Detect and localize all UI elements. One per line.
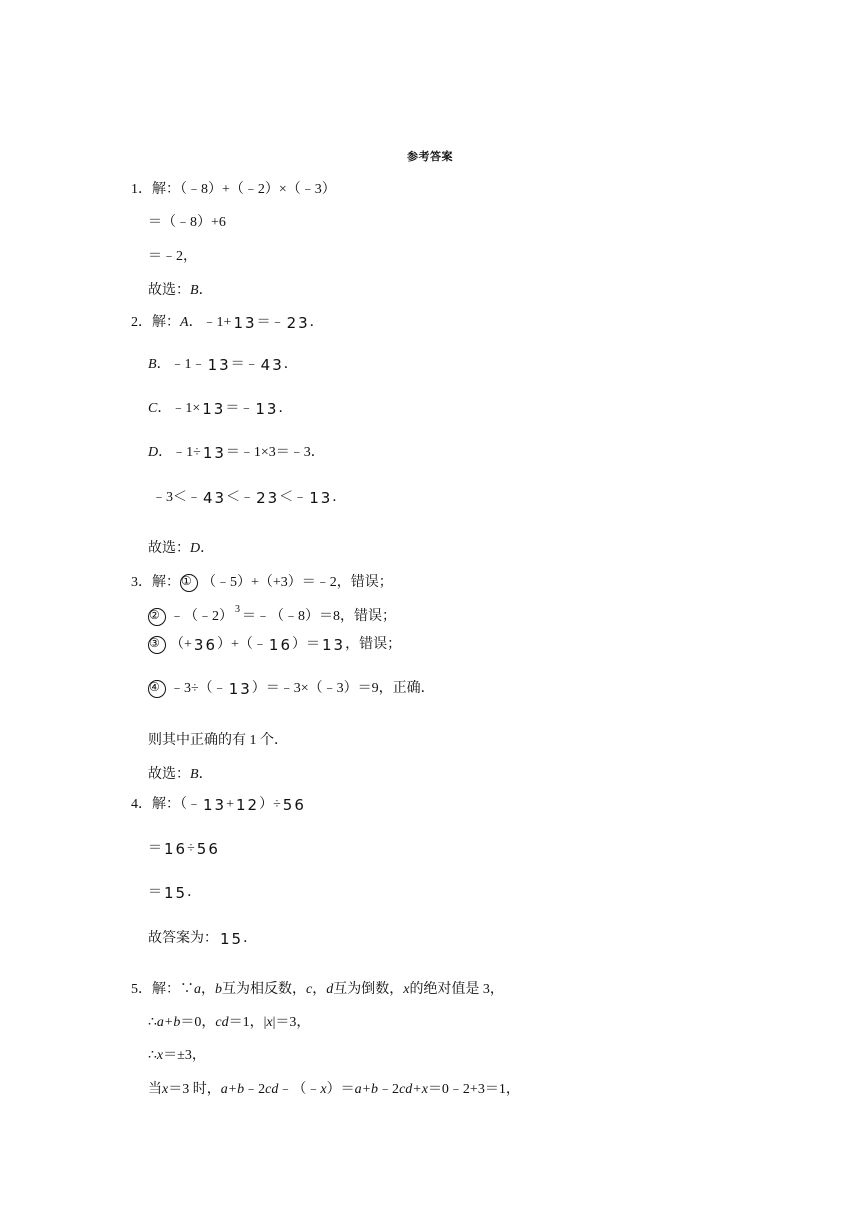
q3-line2 [148, 604, 396, 626]
q5-l4g: ﹣（﹣ [278, 1082, 321, 1097]
q3-line1 [131, 574, 393, 592]
q1-answer [148, 282, 213, 300]
q3-line3-c: ）＝ [292, 637, 320, 652]
denominator: 3 [214, 444, 224, 462]
q3-answer [148, 766, 213, 784]
q4-end: ． [187, 885, 202, 900]
denominator: 5 [231, 930, 242, 948]
circled-number: ③ [148, 636, 166, 654]
therefore-symbol: ∴ [148, 1015, 157, 1030]
denominator: 3 [272, 356, 282, 374]
denominator: 3 [214, 796, 225, 814]
q5-l4d: a+b [220, 1082, 245, 1097]
var-c: c [306, 982, 313, 997]
q2-option-c [148, 400, 292, 418]
circled-number: ④ [148, 680, 166, 698]
denominator: 5 [175, 884, 186, 902]
q5-line2 [148, 1014, 310, 1032]
q3-line4-a: ﹣3÷（﹣ [170, 681, 227, 696]
fraction [260, 357, 283, 373]
q2-d-tail: ＝﹣1×3＝﹣3． [225, 445, 325, 460]
fraction [163, 841, 186, 857]
numerator: 5 [282, 796, 293, 814]
q5-line1 [131, 981, 504, 999]
fraction [321, 637, 344, 653]
exponent: 3 [235, 604, 240, 615]
q2-answer [148, 540, 214, 558]
numerator: 1 [255, 400, 265, 418]
q3-line4-b: ）＝﹣3×（﹣3）＝9，正确． [251, 681, 435, 696]
circled-number: ① [180, 574, 198, 592]
numerator: 1 [202, 444, 213, 462]
var-b: b [215, 982, 222, 997]
var-a: a [194, 982, 201, 997]
q3-line3-b: ）+（﹣ [217, 637, 267, 652]
q4-eq: ＝ [148, 841, 162, 856]
q4-answer-end: ． [243, 931, 258, 946]
q1-answer-letter: B [190, 283, 199, 298]
numerator: 1 [322, 636, 332, 654]
q1-line3-text: ＝﹣2， [148, 249, 197, 264]
numerator: 1 [164, 884, 174, 902]
numerator: 1 [268, 636, 279, 654]
q1-answer-dot: ． [198, 283, 213, 298]
fraction [163, 885, 186, 901]
q1-answer-prefix: 故选： [148, 283, 190, 298]
q1-line3 [148, 248, 197, 266]
q2-a-expr: ．﹣1+ [188, 315, 232, 330]
q1-line1-text: 1．解：（﹣8）+（﹣2）×（﹣3） [131, 182, 336, 197]
denominator: 3 [320, 489, 331, 507]
q2-cmp-mid2: ＜﹣ [279, 490, 308, 505]
q1-line2-text: ＝（﹣8）+6 [148, 215, 226, 230]
numerator: 1 [203, 796, 213, 814]
q3-head: 3．解： [131, 575, 180, 590]
q3-line4 [148, 680, 435, 698]
q5-l4i: ）＝ [326, 1082, 355, 1097]
numerator: 1 [228, 680, 239, 698]
denominator: 3 [245, 314, 255, 332]
fraction [202, 490, 225, 506]
q2-head: 2．解： [131, 315, 180, 330]
var-x: x [403, 982, 410, 997]
q4-answer [148, 930, 257, 948]
q2-a-end: ． [309, 315, 324, 330]
denominator: 6 [175, 840, 186, 858]
numerator: 1 [164, 840, 174, 858]
q2-option-a [131, 314, 324, 332]
q2-b-end: ． [283, 357, 298, 372]
q5-l4c: ＝3 时， [168, 1082, 221, 1097]
q4-line3 [148, 884, 201, 902]
q5-l4m: ＝0﹣2+3＝1， [427, 1082, 520, 1097]
q2-answer-prefix: 故选： [148, 541, 190, 556]
q2-b-label: B [148, 357, 157, 372]
fraction [255, 490, 278, 506]
q5-l1d: 的绝对值是 3， [409, 982, 504, 997]
q2-comparison [152, 489, 346, 507]
q4-eq: ＝ [148, 885, 162, 900]
fraction [202, 445, 225, 461]
denominator: 3 [333, 636, 344, 654]
denominator: 3 [240, 680, 250, 698]
q4-line2 [148, 840, 220, 858]
q3-answer-dot: ． [198, 767, 213, 782]
denominator: 6 [208, 840, 218, 858]
numerator: 2 [286, 314, 297, 332]
fraction [207, 357, 230, 373]
q3-line5-text: 则其中正确的有 1 个． [148, 733, 288, 748]
q2-b-expr: ．﹣1﹣ [156, 357, 206, 372]
q2-c-end: ． [278, 401, 293, 416]
q5-l4h: x [320, 1082, 327, 1097]
fraction [235, 797, 258, 813]
q5-l2f: x [266, 1015, 273, 1030]
numerator: 3 [193, 636, 204, 654]
q5-l4k: ﹣2 [378, 1082, 400, 1097]
q5-l4f: cd [265, 1082, 279, 1097]
q2-cmp-mid1: ＜﹣ [226, 490, 255, 505]
fraction [254, 401, 277, 417]
denominator: 3 [219, 356, 229, 374]
page-title: 参考答案 [407, 150, 453, 163]
fraction [219, 931, 242, 947]
q2-cmp-start: ﹣3＜﹣ [152, 490, 201, 505]
denominator: 3 [298, 314, 308, 332]
q2-option-b [148, 356, 298, 374]
denominator: 3 [213, 400, 224, 418]
q1-line1 [131, 181, 336, 199]
q2-c-expr: ．﹣1× [157, 401, 201, 416]
q5-l3b: x [156, 1048, 164, 1063]
denominator: 3 [214, 489, 225, 507]
q3-line2-a: ﹣（﹣2） [170, 609, 233, 624]
q5-l4b: x [162, 1082, 169, 1097]
q3-answer-prefix: 故选： [148, 767, 190, 782]
q2-option-d [148, 444, 325, 462]
numerator: 1 [202, 400, 212, 418]
fraction [286, 315, 309, 331]
q5-l1a: 5．解：∵ [131, 982, 194, 997]
denominator: 6 [294, 796, 304, 814]
q3-line1-text: （﹣5）+（+3）＝﹣2，错误； [202, 575, 393, 590]
q5-l1b: 互为相反数， [222, 982, 306, 997]
q5-l4j: a+b [354, 1082, 379, 1097]
q3-line3 [148, 636, 401, 654]
q4-line1 [131, 796, 306, 814]
q4-close: ）÷ [259, 797, 281, 812]
q2-answer-dot: ． [200, 541, 215, 556]
numerator: 4 [260, 356, 271, 374]
q5-l2g: |＝3， [272, 1015, 311, 1030]
q2-d-expr: ．﹣1÷ [158, 445, 201, 460]
q2-c-mid: ＝﹣ [225, 401, 254, 416]
numerator: 1 [207, 356, 218, 374]
denominator: 3 [266, 400, 277, 418]
therefore-symbol: ∴ [148, 1048, 157, 1063]
q3-line3-d: ，错误； [345, 637, 402, 652]
q5-l2d: cd [215, 1015, 229, 1030]
q5-l2c: ＝0， [180, 1015, 216, 1030]
q2-cmp-end: ． [332, 490, 347, 505]
q4-answer-prefix: 故答案为： [148, 931, 218, 946]
fraction [232, 315, 255, 331]
q2-b-mid: ＝﹣ [230, 357, 259, 372]
q3-line3-a: （+ [170, 637, 192, 652]
q5-l2b: a+b [156, 1015, 181, 1030]
denominator: 3 [267, 489, 278, 507]
numerator: 1 [309, 489, 319, 507]
q5-l3c: ＝±3， [163, 1048, 206, 1063]
q5-line4 [148, 1081, 520, 1099]
numerator: 1 [236, 796, 246, 814]
numerator: 2 [256, 489, 266, 507]
q3-line2-b: ＝﹣（﹣8）＝8，错误； [242, 609, 396, 624]
comma: ， [201, 982, 215, 997]
fraction [268, 637, 291, 653]
fraction [196, 841, 219, 857]
q5-l4a: 当 [148, 1082, 162, 1097]
var-d: d [326, 982, 334, 997]
q2-answer-letter: D [190, 541, 201, 556]
q4-div: ÷ [187, 841, 195, 856]
fraction [228, 681, 251, 697]
q5-l1c: 互为倒数， [333, 982, 404, 997]
q5-l4l: cd+x [399, 1082, 428, 1097]
q2-a-mid: ＝﹣ [256, 315, 285, 330]
fraction [193, 637, 216, 653]
q5-l2e: ＝1，| [228, 1015, 267, 1030]
denominator: 6 [205, 636, 215, 654]
denominator: 2 [247, 796, 258, 814]
numerator: 1 [220, 930, 230, 948]
q1-line2 [148, 214, 226, 232]
q2-d-label: D [148, 445, 159, 460]
q2-a-label: A [180, 315, 189, 330]
numerator: 4 [203, 489, 213, 507]
q5-l4e: ﹣2 [244, 1082, 266, 1097]
denominator: 6 [280, 636, 290, 654]
comma: ， [312, 982, 327, 997]
fraction [201, 401, 224, 417]
fraction [282, 797, 305, 813]
fraction [308, 490, 331, 506]
q3-line5 [148, 732, 288, 750]
q4-head: 4．解：（﹣ [131, 797, 201, 812]
q2-c-label: C [148, 401, 158, 416]
numerator: 5 [196, 840, 207, 858]
numerator: 1 [233, 314, 244, 332]
circled-number: ② [148, 608, 166, 626]
q3-answer-letter: B [190, 767, 199, 782]
q4-plus: + [226, 797, 234, 812]
fraction [202, 797, 225, 813]
q5-line3 [148, 1047, 206, 1065]
